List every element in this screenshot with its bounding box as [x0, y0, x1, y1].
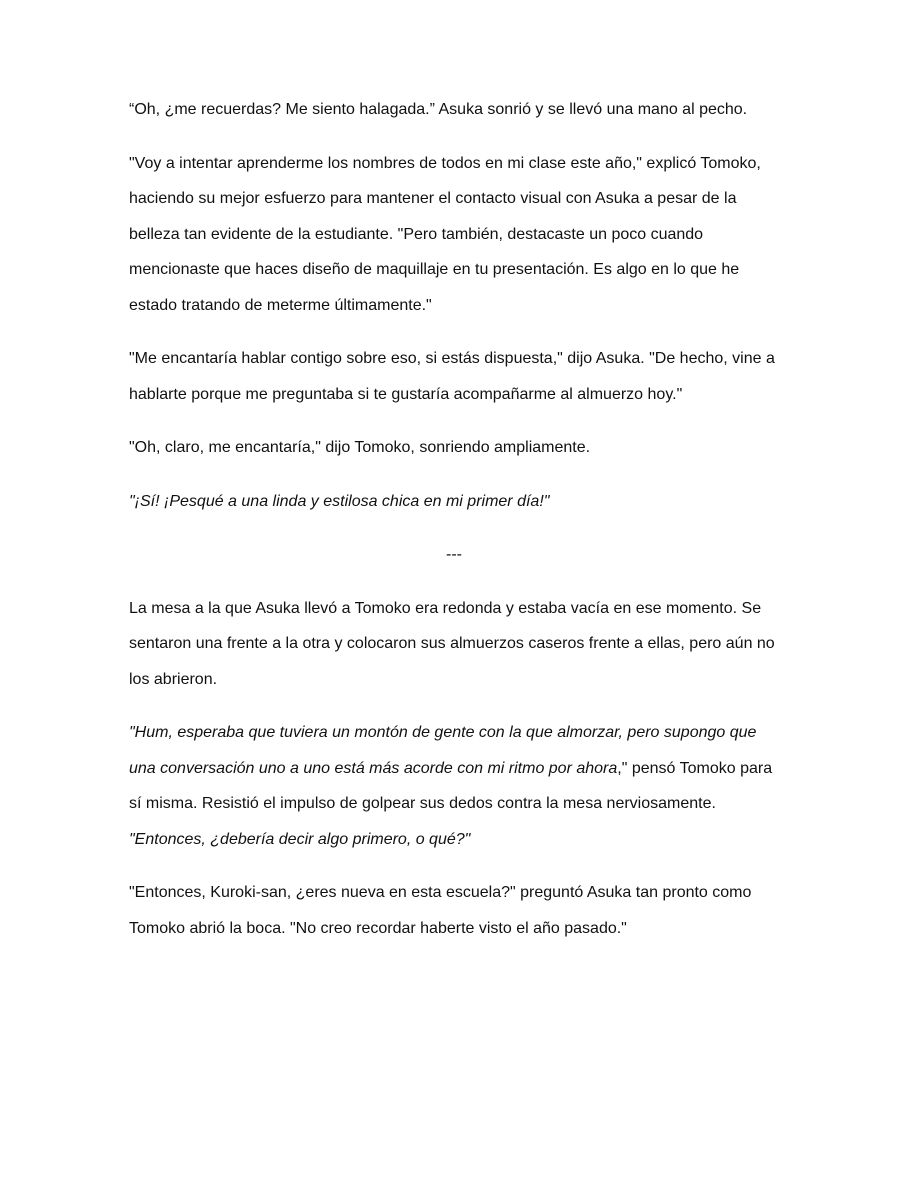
text-run: “Oh, ¿me recuerdas? Me siento halagada.” Asuka sonrió y se llevó una mano al pecho.: [129, 101, 748, 118]
italic-text-run: "Hum, esperaba que tuviera un montón de gente con la que almorzar, pero supongo que una conversación uno a uno está más acorde con mi ritmo por ahora: [129, 724, 757, 777]
mixed-paragraph: [129, 715, 779, 857]
document-body: [129, 92, 779, 964]
scene-separator: [129, 537, 779, 573]
paragraph: [129, 341, 779, 412]
paragraph: [129, 146, 779, 324]
paragraph: [129, 92, 779, 128]
italic-text-run: "¡Sí! ¡Pesqué a una linda y estilosa chica en mi primer día!": [129, 492, 550, 510]
text-run: ," pensó Tomoko para sí misma. Resistió el impulso de golpear sus dedos contra la mesa nerviosamente.: [129, 759, 773, 812]
italic-text-run: "Entonces, ¿debería decir algo primero, o qué?": [129, 830, 471, 848]
separator-text: ---: [446, 546, 462, 563]
text-run: "Me encantaría hablar contigo sobre eso, si estás dispuesta," dijo Asuka. "De hecho, vine a hablarte porque me preguntaba si te gustaría acompañarme al almuerzo hoy.": [129, 350, 775, 403]
paragraph: [129, 591, 779, 698]
paragraph: [129, 875, 779, 946]
paragraph: [129, 430, 779, 466]
text-run: "Entonces, Kuroki-san, ¿eres nueva en esta escuela?" preguntó Asuka tan pronto como Tomoko abrió la boca. "No creo recordar haberte visto el año pasado.": [129, 884, 752, 937]
text-run: "Oh, claro, me encantaría," dijo Tomoko, sonriendo ampliamente.: [129, 439, 591, 456]
text-run: "Voy a intentar aprenderme los nombres de todos en mi clase este año," explicó Tomoko, haciendo su mejor esfuerzo para mantener el contacto visual con Asuka a pesar de la belleza tan evidente de la estudiante. "Pero también, destacaste un poco cuando mencionaste que haces diseño de maquillaje en tu presentación. Es algo en lo que he estado tratando de meterme últimamente.": [129, 154, 761, 314]
italic-paragraph: [129, 484, 779, 520]
text-run: La mesa a la que Asuka llevó a Tomoko era redonda y estaba vacía en ese momento. Se sentaron una frente a la otra y colocaron sus almuerzos caseros frente a ellas, pero aún no los abrieron.: [129, 599, 775, 688]
